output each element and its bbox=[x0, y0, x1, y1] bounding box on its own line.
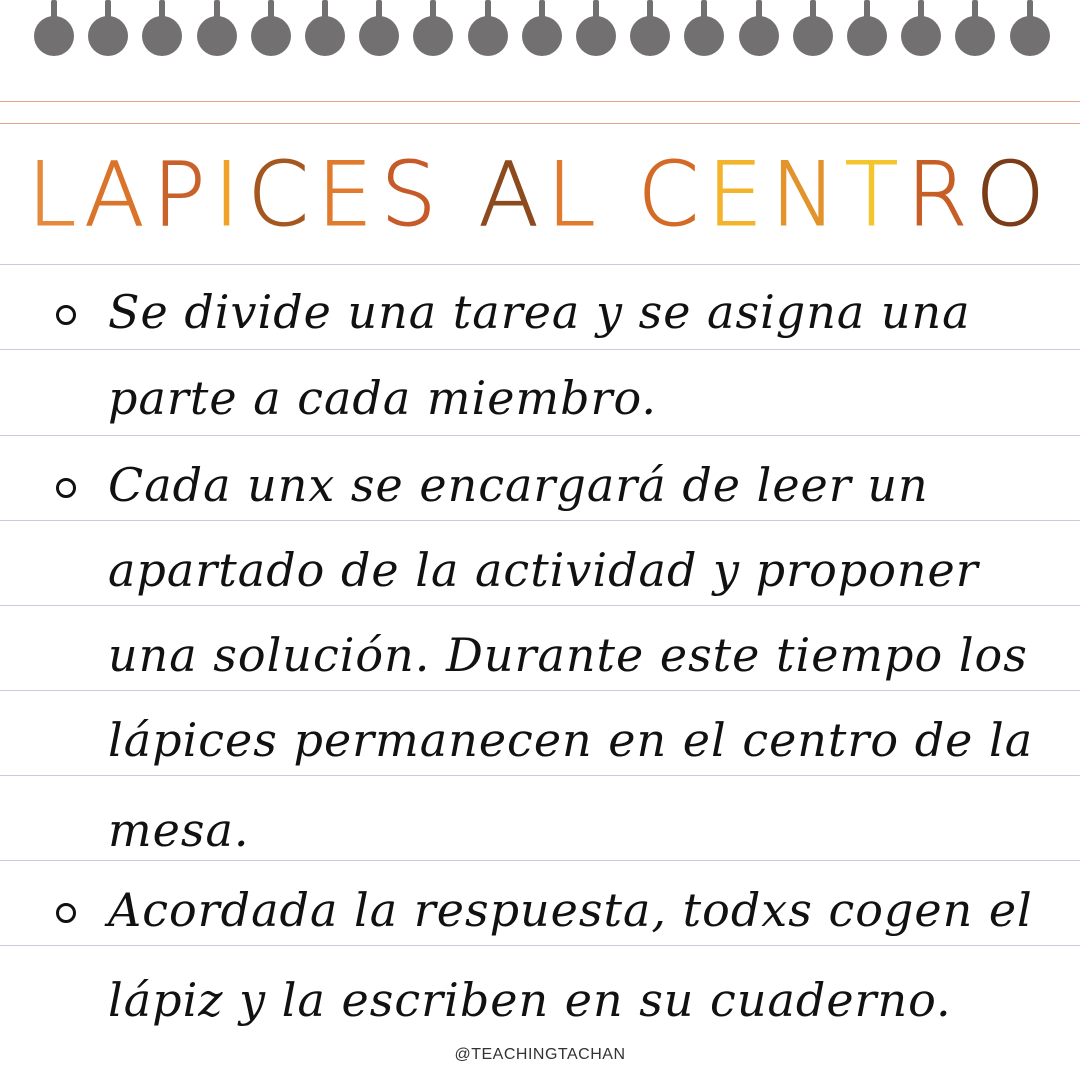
bullet-text-line: Acordada la respuesta, todxs cogen el bbox=[108, 883, 1033, 937]
title-letter: E bbox=[316, 143, 381, 246]
title-letter: T bbox=[844, 143, 907, 246]
title-letter: L bbox=[546, 143, 604, 246]
bullet-marker bbox=[56, 305, 76, 325]
bullet-text-line: mesa. bbox=[108, 803, 250, 857]
bullet-text-line: lápices permanecen en el centro de la bbox=[108, 713, 1034, 767]
bullet-text-line: una solución. Durante este tiempo los bbox=[108, 628, 1028, 682]
title-letter: P bbox=[152, 143, 214, 246]
title-letter: L bbox=[27, 143, 85, 246]
title-letter: E bbox=[707, 143, 771, 246]
title-letter: O bbox=[975, 143, 1053, 246]
title-letter: C bbox=[247, 143, 317, 246]
bullet-marker bbox=[56, 903, 76, 923]
title-letter: N bbox=[770, 143, 845, 246]
bullet-text-line: parte a cada miembro. bbox=[108, 371, 658, 425]
bullet-text-line: Se divide una tarea y se asigna una bbox=[108, 285, 971, 339]
bullet-text-line: apartado de la actividad y proponer bbox=[108, 543, 979, 597]
title-letter: A bbox=[478, 143, 547, 246]
title-letter: A bbox=[84, 143, 153, 246]
title-letter: I bbox=[213, 143, 248, 246]
bullet-text-line: Cada unx se encargará de leer un bbox=[108, 458, 929, 512]
title-letter: C bbox=[637, 143, 708, 246]
title-letter: S bbox=[380, 143, 445, 246]
title-letter: R bbox=[906, 143, 976, 246]
footer-handle: @TEACHINGTACHAN bbox=[454, 1046, 626, 1063]
bullet-marker bbox=[56, 478, 76, 498]
bullet-text-line: lápiz y la escriben en su cuaderno. bbox=[108, 973, 952, 1027]
